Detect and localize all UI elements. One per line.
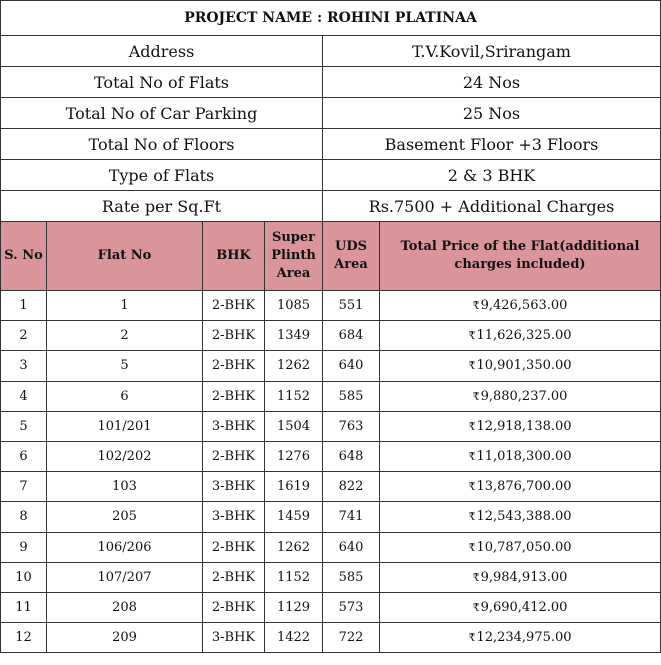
- header-bhk: BHK: [203, 222, 265, 291]
- price-value: 12,543,388.00: [476, 509, 572, 525]
- cell-super-plinth-area: 1504: [265, 411, 323, 441]
- cell-flat-no: 107/207: [47, 562, 203, 592]
- price-value: 9,426,563.00: [480, 298, 568, 314]
- cell-uds-area: 648: [323, 441, 380, 471]
- cell-uds-area: 684: [323, 321, 380, 351]
- cell-total-price: [380, 623, 661, 653]
- table-row: [1, 502, 661, 532]
- price-value: 10,787,050.00: [476, 539, 572, 555]
- cell-super-plinth-area: 1276: [265, 441, 323, 471]
- cell-bhk: 2-BHK: [203, 321, 265, 351]
- rupee-icon: ₹: [472, 299, 480, 313]
- cell-super-plinth-area: 1619: [265, 472, 323, 502]
- header-super-plinth-area: Super Plinth Area: [265, 222, 323, 291]
- cell-flat-no: 2: [47, 321, 203, 351]
- price-value: 9,880,237.00: [480, 388, 568, 404]
- cell-total-price: [380, 291, 661, 321]
- cell-sno: 4: [1, 381, 47, 411]
- table-row: [1, 441, 661, 471]
- table-row: [1, 592, 661, 622]
- info-row: [1, 129, 661, 160]
- rupee-icon: ₹: [468, 631, 476, 645]
- header-uds-area: UDS Area: [323, 222, 380, 291]
- rupee-icon: ₹: [468, 359, 476, 373]
- cell-super-plinth-area: 1349: [265, 321, 323, 351]
- info-row: [1, 98, 661, 129]
- table-row: [1, 472, 661, 502]
- price-value: 11,018,300.00: [476, 449, 572, 465]
- info-value: Rs.7500 + Additional Charges: [323, 191, 661, 222]
- price-value: 12,234,975.00: [476, 630, 572, 646]
- cell-sno: 10: [1, 562, 47, 592]
- price-value: 12,918,138.00: [476, 418, 572, 434]
- cell-bhk: 2-BHK: [203, 532, 265, 562]
- cell-total-price: [380, 472, 661, 502]
- info-row: [1, 160, 661, 191]
- info-value: 24 Nos: [323, 67, 661, 98]
- cell-flat-no: 102/202: [47, 441, 203, 471]
- price-value: 11,626,325.00: [476, 328, 572, 344]
- cell-uds-area: 822: [323, 472, 380, 502]
- cell-flat-no: 101/201: [47, 411, 203, 441]
- table-row: [1, 381, 661, 411]
- info-value: Basement Floor +3 Floors: [323, 129, 661, 160]
- cell-total-price: [380, 441, 661, 471]
- table-row: [1, 321, 661, 351]
- table-row: [1, 351, 661, 381]
- cell-super-plinth-area: 1422: [265, 623, 323, 653]
- cell-sno: 5: [1, 411, 47, 441]
- cell-flat-no: 208: [47, 592, 203, 622]
- cell-uds-area: 722: [323, 623, 380, 653]
- cell-bhk: 3-BHK: [203, 623, 265, 653]
- info-label: Address: [1, 36, 323, 67]
- rupee-icon: ₹: [468, 450, 476, 464]
- table-row: [1, 291, 661, 321]
- cell-uds-area: 573: [323, 592, 380, 622]
- info-row: [1, 36, 661, 67]
- cell-bhk: 2-BHK: [203, 291, 265, 321]
- rupee-icon: ₹: [468, 329, 476, 343]
- cell-flat-no: 1: [47, 291, 203, 321]
- cell-sno: 8: [1, 502, 47, 532]
- cell-sno: 11: [1, 592, 47, 622]
- price-value: 9,690,412.00: [480, 599, 568, 615]
- price-value: 10,901,350.00: [476, 358, 572, 374]
- cell-flat-no: 5: [47, 351, 203, 381]
- header-flat-no: Flat No: [47, 222, 203, 291]
- cell-total-price: [380, 562, 661, 592]
- cell-super-plinth-area: 1262: [265, 532, 323, 562]
- cell-bhk: 2-BHK: [203, 351, 265, 381]
- cell-super-plinth-area: 1262: [265, 351, 323, 381]
- cell-sno: 2: [1, 321, 47, 351]
- cell-uds-area: 741: [323, 502, 380, 532]
- table-header-row: [1, 222, 661, 291]
- cell-sno: 9: [1, 532, 47, 562]
- cell-bhk: 2-BHK: [203, 441, 265, 471]
- rupee-icon: ₹: [468, 419, 476, 433]
- title-row: [1, 1, 661, 36]
- cell-flat-no: 209: [47, 623, 203, 653]
- cell-bhk: 2-BHK: [203, 592, 265, 622]
- cell-total-price: [380, 381, 661, 411]
- cell-bhk: 3-BHK: [203, 411, 265, 441]
- cell-total-price: [380, 351, 661, 381]
- info-label: Total No of Floors: [1, 129, 323, 160]
- cell-flat-no: 106/206: [47, 532, 203, 562]
- price-value: 9,984,913.00: [480, 569, 568, 585]
- price-value: 13,876,700.00: [476, 479, 572, 495]
- cell-uds-area: 551: [323, 291, 380, 321]
- info-value: 2 & 3 BHK: [323, 160, 661, 191]
- cell-total-price: [380, 411, 661, 441]
- info-label: Total No of Flats: [1, 67, 323, 98]
- header-total-price: Total Price of the Flat(additional charges included): [380, 222, 661, 291]
- cell-uds-area: 763: [323, 411, 380, 441]
- info-row: [1, 67, 661, 98]
- cell-flat-no: 103: [47, 472, 203, 502]
- cell-sno: 12: [1, 623, 47, 653]
- cell-sno: 3: [1, 351, 47, 381]
- cell-uds-area: 640: [323, 351, 380, 381]
- cell-super-plinth-area: 1085: [265, 291, 323, 321]
- cell-bhk: 3-BHK: [203, 502, 265, 532]
- cell-bhk: 3-BHK: [203, 472, 265, 502]
- cell-sno: 1: [1, 291, 47, 321]
- cell-sno: 6: [1, 441, 47, 471]
- info-label: Rate per Sq.Ft: [1, 191, 323, 222]
- cell-flat-no: 6: [47, 381, 203, 411]
- info-label: Total No of Car Parking: [1, 98, 323, 129]
- header-sno: S. No: [1, 222, 47, 291]
- rupee-icon: ₹: [468, 540, 476, 554]
- info-row: [1, 191, 661, 222]
- table-row: [1, 562, 661, 592]
- cell-sno: 7: [1, 472, 47, 502]
- cell-uds-area: 585: [323, 562, 380, 592]
- rupee-icon: ₹: [468, 480, 476, 494]
- cell-super-plinth-area: 1459: [265, 502, 323, 532]
- cell-flat-no: 205: [47, 502, 203, 532]
- rupee-icon: ₹: [472, 570, 480, 584]
- project-title: PROJECT NAME : ROHINI PLATINAA: [1, 1, 661, 36]
- cell-uds-area: 585: [323, 381, 380, 411]
- info-label: Type of Flats: [1, 160, 323, 191]
- rupee-icon: ₹: [472, 600, 480, 614]
- cell-bhk: 2-BHK: [203, 381, 265, 411]
- cell-super-plinth-area: 1129: [265, 592, 323, 622]
- cell-super-plinth-area: 1152: [265, 562, 323, 592]
- cell-total-price: [380, 502, 661, 532]
- info-value: 25 Nos: [323, 98, 661, 129]
- cell-super-plinth-area: 1152: [265, 381, 323, 411]
- table-row: [1, 411, 661, 441]
- cell-total-price: [380, 532, 661, 562]
- cell-total-price: [380, 321, 661, 351]
- cell-bhk: 2-BHK: [203, 562, 265, 592]
- table-row: [1, 532, 661, 562]
- rupee-icon: ₹: [472, 389, 480, 403]
- cell-total-price: [380, 592, 661, 622]
- info-value: T.V.Kovil,Srirangam: [323, 36, 661, 67]
- rupee-icon: ₹: [468, 510, 476, 524]
- table-row: [1, 623, 661, 653]
- cell-uds-area: 640: [323, 532, 380, 562]
